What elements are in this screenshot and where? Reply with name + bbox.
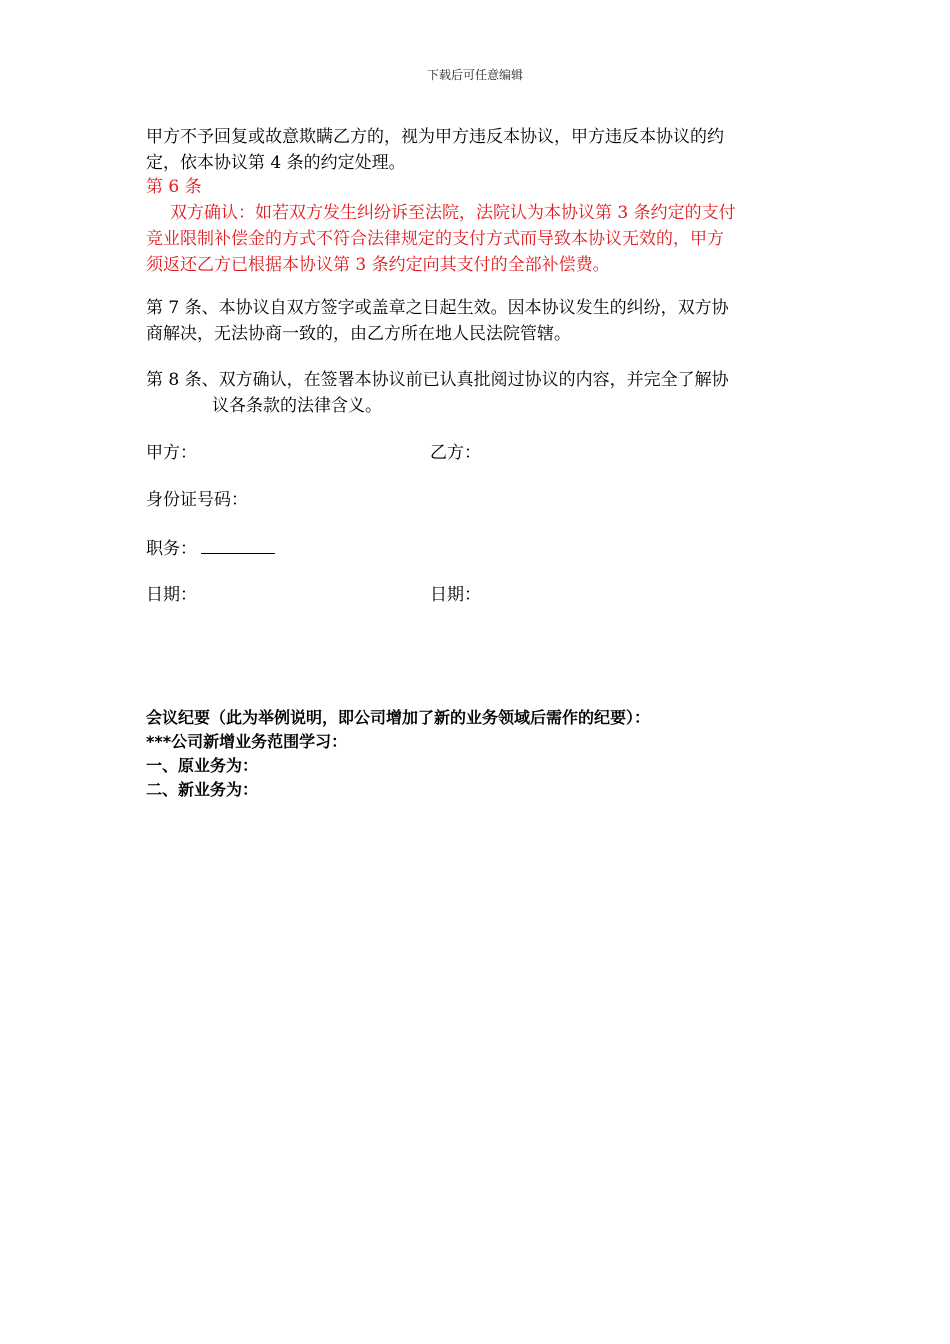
minutes-subtitle: ***公司新增业务范围学习：: [146, 732, 348, 751]
minutes-item-new: 二、新业务为：: [146, 780, 259, 799]
position-blank-line: [201, 535, 275, 554]
text-line: 商解决，无法协商一致的，由乙方所在地人民法院管辖。: [146, 324, 571, 344]
text-line: 甲方不予回复或故意欺瞒乙方的，视为甲方违反本协议，甲方违反本协议的约: [146, 127, 724, 147]
meeting-minutes: [146, 706, 826, 802]
text-line: 双方确认：如若双方发生纠纷诉至法院，法院认为本协议第 3 条约定的支付: [170, 203, 736, 223]
text-line: 须返还乙方已根据本协议第 3 条约定向其支付的全部补偿费。: [146, 255, 610, 275]
text-line: 第 7 条、本协议自双方签字或盖章之日起生效。因本协议发生的纠纷，双方协: [146, 298, 729, 318]
date-b-label: 日期：: [430, 585, 481, 605]
minutes-title: 会议纪要（此为举例说明，即公司增加了新的业务领域后需作的纪要）：: [146, 708, 651, 727]
article-7: [146, 295, 816, 347]
text-line: 议各条款的法律含义。: [212, 396, 382, 416]
party-a-label: 甲方：: [146, 443, 197, 463]
date-a-label: 日期：: [146, 585, 197, 605]
text-line: 竞业限制补偿金的方式不符合法律规定的支付方式而导致本协议无效的，甲方: [146, 229, 724, 249]
article-6: [146, 174, 816, 278]
text-line: 定，依本协议第 4 条的约定处理。: [146, 153, 406, 173]
article-6-title: 第 6 条: [146, 177, 202, 197]
text-line: 第 8 条、双方确认，在签署本协议前已认真批阅过协议的内容，并完全了解协: [146, 370, 729, 390]
minutes-item-original: 一、原业务为：: [146, 756, 259, 775]
id-number-label: 身份证号码：: [146, 490, 248, 510]
position-label: 职务：: [146, 539, 197, 559]
party-b-label: 乙方：: [430, 443, 481, 463]
position-row: [146, 535, 275, 562]
paragraph-breach: [146, 124, 816, 176]
article-8: [146, 367, 816, 419]
page-header: 下载后可任意编辑: [426, 68, 523, 82]
